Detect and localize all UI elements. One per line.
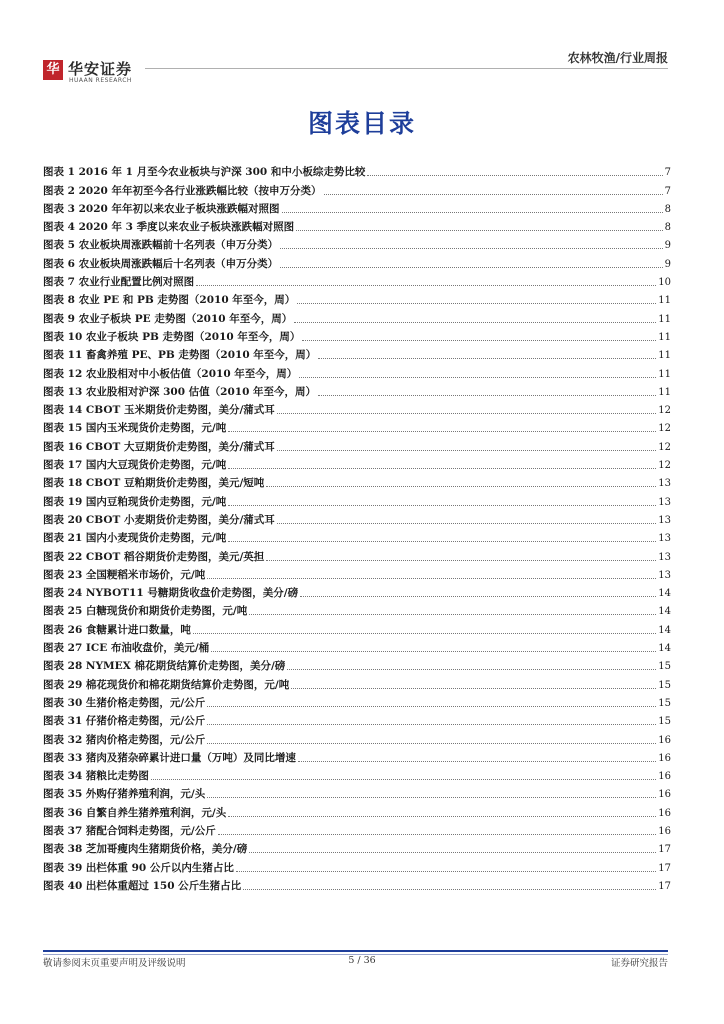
toc-entry[interactable] bbox=[43, 509, 671, 527]
toc-entry-page: 13 bbox=[658, 551, 671, 563]
toc-entry[interactable] bbox=[43, 399, 671, 417]
toc-entry-page: 16 bbox=[658, 789, 671, 801]
toc-entry[interactable] bbox=[43, 875, 671, 893]
toc-leader-dots bbox=[302, 340, 656, 341]
toc-leader-dots bbox=[196, 285, 656, 286]
toc-entry-label: 图表 27 ICE 布油收盘价，美元/桶 bbox=[43, 642, 210, 655]
toc-entry-page: 14 bbox=[658, 588, 671, 600]
toc-leader-dots bbox=[291, 688, 656, 689]
toc-entry-page: 14 bbox=[658, 606, 671, 618]
toc-leader-dots bbox=[297, 303, 656, 304]
toc-entry-page: 14 bbox=[658, 643, 671, 655]
toc-entry[interactable] bbox=[43, 692, 671, 710]
toc-leader-dots bbox=[207, 797, 656, 798]
toc-entry[interactable] bbox=[43, 582, 671, 600]
toc-entry[interactable] bbox=[43, 381, 671, 399]
toc-entry[interactable] bbox=[43, 490, 671, 508]
toc-entry-label: 图表 22 CBOT 稻谷期货价走势图，美元/英担 bbox=[43, 550, 265, 563]
toc-entry-page: 15 bbox=[658, 697, 671, 709]
toc-leader-dots bbox=[296, 230, 663, 231]
toc-entry-page: 14 bbox=[658, 624, 671, 636]
toc-entry-page: 17 bbox=[658, 844, 671, 856]
toc-entry-page: 16 bbox=[658, 807, 671, 819]
table-of-figures bbox=[43, 161, 671, 893]
toc-entry-page: 11 bbox=[658, 331, 671, 343]
toc-entry-label: 图表 26 食糖累计进口数量，吨 bbox=[43, 623, 191, 636]
toc-entry[interactable] bbox=[43, 801, 671, 819]
toc-entry[interactable] bbox=[43, 307, 671, 325]
toc-entry-page: 7 bbox=[664, 167, 671, 179]
toc-entry-label: 图表 11 畜禽养殖 PE、PB 走势图（2010 年至今，周） bbox=[43, 349, 317, 362]
toc-entry-label: 图表 36 自繁自养生猪养殖利润，元/头 bbox=[43, 806, 227, 819]
toc-entry-label: 图表 32 猪肉价格走势图，元/公斤 bbox=[43, 733, 206, 746]
toc-entry[interactable] bbox=[43, 728, 671, 746]
toc-entry-page: 11 bbox=[658, 386, 671, 398]
toc-leader-dots bbox=[207, 724, 656, 725]
company-logo-english: HUAAN RESEARCH bbox=[69, 77, 132, 84]
toc-leader-dots bbox=[318, 358, 656, 359]
toc-entry[interactable] bbox=[43, 856, 671, 874]
toc-leader-dots bbox=[277, 413, 656, 414]
toc-entry-page: 12 bbox=[658, 441, 671, 453]
toc-entry-page: 9 bbox=[664, 258, 671, 270]
toc-entry[interactable] bbox=[43, 765, 671, 783]
toc-leader-dots bbox=[228, 431, 656, 432]
toc-leader-dots bbox=[324, 194, 663, 195]
toc-entry[interactable] bbox=[43, 198, 671, 216]
toc-entry-label: 图表 20 CBOT 小麦期货价走势图，美分/蒲式耳 bbox=[43, 513, 275, 526]
page-title: 图表目录 bbox=[307, 109, 416, 138]
toc-entry-label: 图表 40 出栏体重超过 150 公斤生猪占比 bbox=[43, 879, 242, 892]
toc-leader-dots bbox=[299, 377, 656, 378]
toc-entry-page: 13 bbox=[658, 478, 671, 490]
toc-entry[interactable] bbox=[43, 637, 671, 655]
toc-entry-label: 图表 10 农业子板块 PB 走势图（2010 年至今，周） bbox=[43, 330, 301, 343]
toc-entry-page: 15 bbox=[658, 716, 671, 728]
toc-entry-page: 12 bbox=[658, 460, 671, 472]
toc-leader-dots bbox=[243, 889, 656, 890]
toc-leader-dots bbox=[249, 852, 656, 853]
toc-entry-page: 17 bbox=[658, 880, 671, 892]
toc-leader-dots bbox=[280, 267, 663, 268]
toc-leader-dots bbox=[236, 871, 656, 872]
toc-entry[interactable] bbox=[43, 289, 671, 307]
page-header bbox=[0, 0, 724, 90]
toc-entry-label: 图表 24 NYBOT11 号糖期货收盘价走势图，美分/磅 bbox=[43, 587, 299, 600]
toc-leader-dots bbox=[207, 578, 656, 579]
page-number: 5 / 36 bbox=[348, 955, 376, 966]
footer-disclaimer: 敬请参阅末页重要声明及评级说明 bbox=[43, 958, 186, 969]
toc-entry[interactable] bbox=[43, 326, 671, 344]
toc-leader-dots bbox=[294, 322, 656, 323]
toc-entry[interactable] bbox=[43, 344, 671, 362]
toc-leader-dots bbox=[249, 614, 656, 615]
toc-entry[interactable] bbox=[43, 417, 671, 435]
toc-leader-dots bbox=[211, 651, 656, 652]
toc-entry-page: 17 bbox=[658, 862, 671, 874]
toc-leader-dots bbox=[218, 834, 657, 835]
toc-entry[interactable] bbox=[43, 820, 671, 838]
toc-entry-label: 图表 3 2020 年年初以来农业子板块涨跌幅对照图 bbox=[43, 202, 280, 215]
toc-entry-page: 11 bbox=[658, 350, 671, 362]
toc-leader-dots bbox=[228, 541, 656, 542]
toc-leader-dots bbox=[207, 743, 656, 744]
toc-entry-page: 11 bbox=[658, 313, 671, 325]
toc-entry-label: 图表 35 外购仔猪养殖利润，元/头 bbox=[43, 788, 206, 801]
toc-entry-label: 图表 4 2020 年 3 季度以来农业子板块涨跌幅对照图 bbox=[43, 221, 295, 234]
toc-entry-page: 12 bbox=[658, 423, 671, 435]
toc-leader-dots bbox=[280, 248, 663, 249]
toc-entry-page: 8 bbox=[664, 203, 671, 215]
toc-entry[interactable] bbox=[43, 472, 671, 490]
toc-leader-dots bbox=[266, 486, 656, 487]
toc-entry[interactable] bbox=[43, 673, 671, 691]
toc-entry-label: 图表 14 CBOT 玉米期货价走势图，美分/蒲式耳 bbox=[43, 404, 275, 417]
toc-entry-label: 图表 29 棉花现货价和棉花期货结算价走势图，元/吨 bbox=[43, 678, 290, 691]
toc-entry-page: 13 bbox=[658, 496, 671, 508]
toc-leader-dots bbox=[207, 706, 656, 707]
toc-entry-page: 8 bbox=[664, 222, 671, 234]
toc-entry-label: 图表 23 全国粳稻米市场价，元/吨 bbox=[43, 568, 206, 581]
footer-doc-type: 证券研究报告 bbox=[610, 958, 668, 969]
toc-entry[interactable] bbox=[43, 838, 671, 856]
toc-entry-label: 图表 5 农业板块周涨跌幅前十名列表（申万分类） bbox=[43, 239, 279, 252]
toc-entry-label: 图表 9 农业子板块 PE 走势图（2010 年至今，周） bbox=[43, 312, 293, 325]
toc-entry[interactable] bbox=[43, 545, 671, 563]
toc-entry-page: 13 bbox=[658, 569, 671, 581]
toc-leader-dots bbox=[151, 779, 656, 780]
toc-entry-label: 图表 31 仔猪价格走势图，元/公斤 bbox=[43, 715, 206, 728]
toc-entry-label: 图表 15 国内玉米现货价走势图，元/吨 bbox=[43, 422, 227, 435]
toc-entry[interactable] bbox=[43, 747, 671, 765]
toc-leader-dots bbox=[282, 212, 663, 213]
toc-entry-label: 图表 38 芝加哥瘦肉生猪期货价格，美分/磅 bbox=[43, 843, 248, 856]
footer-divider bbox=[43, 950, 668, 952]
toc-entry[interactable] bbox=[43, 600, 671, 618]
toc-entry-label: 图表 7 农业行业配置比例对照图 bbox=[43, 276, 195, 289]
toc-entry-page: 12 bbox=[658, 405, 671, 417]
toc-leader-dots bbox=[298, 761, 656, 762]
toc-entry-label: 图表 33 猪肉及猪杂碎累计进口量（万吨）及同比增速 bbox=[43, 751, 296, 764]
header-divider bbox=[145, 68, 668, 69]
toc-entry-label: 图表 16 CBOT 大豆期货价走势图，美分/蒲式耳 bbox=[43, 440, 275, 453]
toc-leader-dots bbox=[287, 669, 656, 670]
toc-entry-label: 图表 2 2020 年年初至今各行业涨跌幅比较（按申万分类） bbox=[43, 184, 322, 197]
toc-entry[interactable] bbox=[43, 234, 671, 252]
toc-entry-page: 7 bbox=[664, 185, 671, 197]
toc-entry-label: 图表 25 白糖现货价和期货价走势图，元/吨 bbox=[43, 605, 248, 618]
toc-entry[interactable] bbox=[43, 710, 671, 728]
toc-entry-label: 图表 34 猪粮比走势图 bbox=[43, 770, 149, 783]
toc-entry-page: 10 bbox=[658, 277, 671, 289]
toc-entry-page: 15 bbox=[658, 679, 671, 691]
toc-entry[interactable] bbox=[43, 271, 671, 289]
toc-entry-page: 16 bbox=[658, 752, 671, 764]
toc-entry-page: 16 bbox=[658, 734, 671, 746]
toc-entry-label: 图表 12 农业股相对中小板估值（2010 年至今，周） bbox=[43, 367, 298, 380]
toc-entry[interactable] bbox=[43, 564, 671, 582]
toc-entry[interactable] bbox=[43, 179, 671, 197]
toc-entry[interactable] bbox=[43, 655, 671, 673]
toc-entry-page: 15 bbox=[658, 661, 671, 673]
toc-entry[interactable] bbox=[43, 216, 671, 234]
toc-entry-label: 图表 37 猪配合饲料走势图，元/公斤 bbox=[43, 824, 216, 837]
company-logo-mark: 华 bbox=[43, 60, 63, 80]
toc-entry[interactable] bbox=[43, 252, 671, 270]
toc-leader-dots bbox=[228, 468, 656, 469]
toc-entry-page: 11 bbox=[658, 368, 671, 380]
toc-entry-label: 图表 21 国内小麦现货价走势图，元/吨 bbox=[43, 532, 227, 545]
toc-leader-dots bbox=[300, 596, 656, 597]
toc-entry[interactable] bbox=[43, 362, 671, 380]
toc-entry-label: 图表 1 2016 年 1 月至今农业板块与沪深 300 和中小板综走势比较 bbox=[43, 166, 366, 179]
toc-entry[interactable] bbox=[43, 783, 671, 801]
toc-entry-label: 图表 17 国内大豆现货价走势图，元/吨 bbox=[43, 459, 227, 472]
toc-entry[interactable] bbox=[43, 161, 671, 179]
toc-leader-dots bbox=[318, 395, 656, 396]
toc-entry-label: 图表 19 国内豆粕现货价走势图，元/吨 bbox=[43, 495, 227, 508]
toc-leader-dots bbox=[228, 816, 656, 817]
toc-entry[interactable] bbox=[43, 454, 671, 472]
toc-entry-page: 16 bbox=[658, 825, 671, 837]
toc-leader-dots bbox=[277, 450, 656, 451]
company-logo-name: 华安证券 bbox=[68, 60, 133, 78]
toc-entry-label: 图表 13 农业股相对沪深 300 估值（2010 年至今，周） bbox=[43, 385, 317, 398]
toc-entry-page: 16 bbox=[658, 771, 671, 783]
toc-entry[interactable] bbox=[43, 527, 671, 545]
toc-entry[interactable] bbox=[43, 435, 671, 453]
toc-entry-page: 9 bbox=[664, 240, 671, 252]
toc-entry-label: 图表 30 生猪价格走势图，元/公斤 bbox=[43, 696, 206, 709]
toc-entry-label: 图表 8 农业 PE 和 PB 走势图（2010 年至今，周） bbox=[43, 294, 296, 307]
toc-leader-dots bbox=[367, 175, 662, 176]
toc-entry-label: 图表 28 NYMEX 棉花期货结算价走势图，美分/磅 bbox=[43, 660, 286, 673]
toc-entry-page: 13 bbox=[658, 533, 671, 545]
toc-leader-dots bbox=[277, 523, 656, 524]
toc-entry-label: 图表 39 出栏体重 90 公斤以内生猪占比 bbox=[43, 861, 234, 874]
report-type: 农林牧渔/行业周报 bbox=[567, 51, 668, 65]
toc-entry-label: 图表 6 农业板块周涨跌幅后十名列表（申万分类） bbox=[43, 257, 279, 270]
toc-entry-label: 图表 18 CBOT 豆粕期货价走势图，美元/短吨 bbox=[43, 477, 265, 490]
toc-entry-page: 13 bbox=[658, 514, 671, 526]
toc-entry-page: 11 bbox=[658, 295, 671, 307]
toc-leader-dots bbox=[228, 505, 656, 506]
toc-leader-dots bbox=[266, 560, 656, 561]
toc-entry[interactable] bbox=[43, 618, 671, 636]
toc-leader-dots bbox=[193, 633, 656, 634]
